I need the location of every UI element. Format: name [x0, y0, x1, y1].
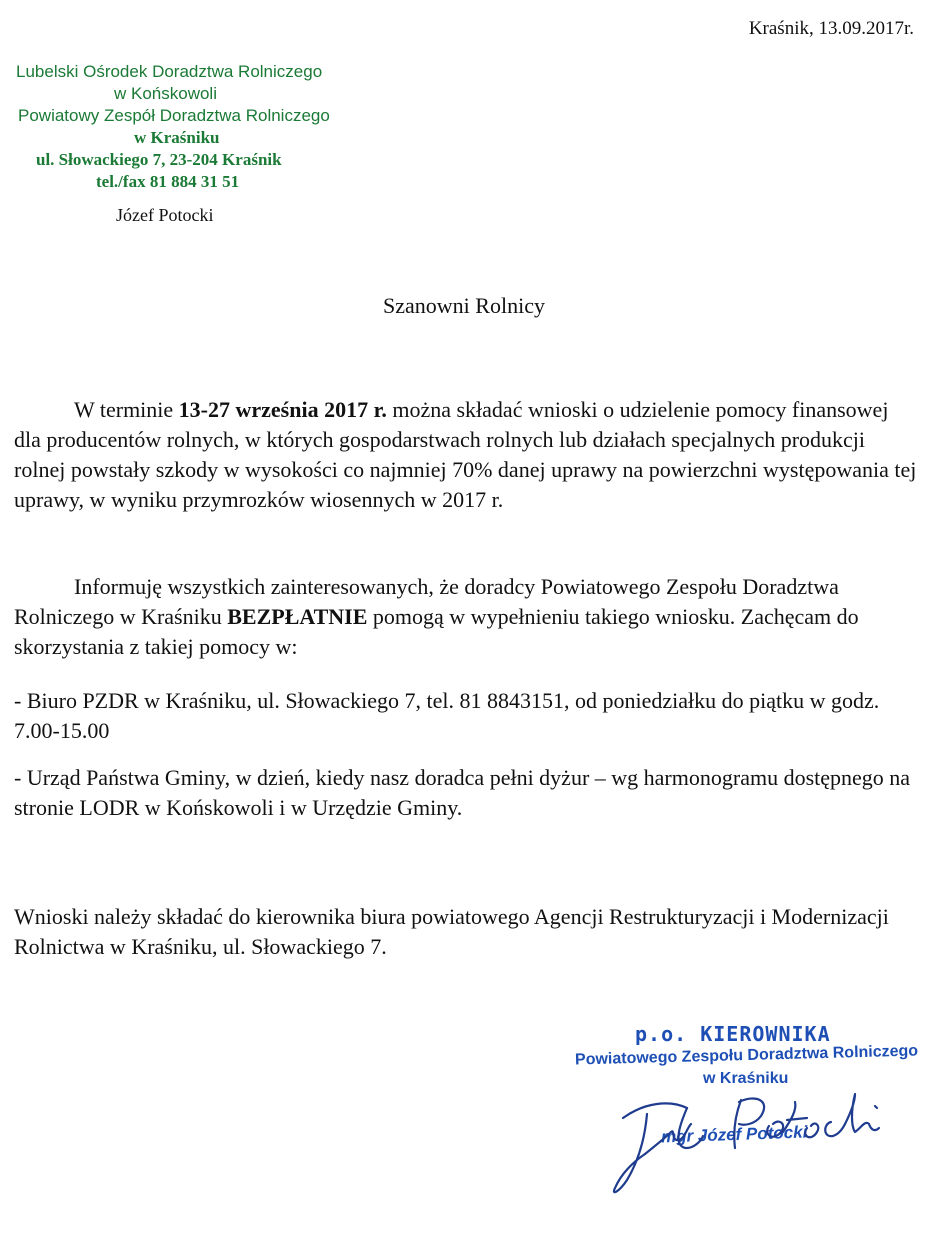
- list-item-office: [14, 686, 920, 746]
- p3-text: - Biuro PZDR w Kraśniku, ul. Słowackiego 7, tel. 81 8843151, od poniedziałku do piątku w godz. 7.00-15.00: [14, 688, 880, 743]
- signature-stamp-name: mgr Józef Potocki: [660, 1122, 808, 1147]
- list-item-municipality: [14, 763, 920, 823]
- p2-text-end: pomogą w wypełnieniu takiego wniosku. Zachęcam do skorzystania z takiej pomocy w:: [14, 604, 859, 659]
- p1-text-start: W terminie: [74, 397, 179, 422]
- paragraph-deadline: [14, 395, 920, 515]
- stamp-line-town: w Końskowoli: [114, 84, 217, 103]
- greeting: Szanowni Rolnicy: [383, 293, 545, 318]
- p1-bold-dates: 13-27 września 2017 r.: [178, 397, 387, 422]
- stamp-line-address: ul. Słowackiego 7, 23-204 Kraśnik: [36, 150, 282, 169]
- signature-stamp: [575, 1022, 920, 1202]
- handwritten-signature: [575, 1062, 920, 1202]
- signature-stamp-title: p.o. KIEROWNIKA: [635, 1022, 831, 1046]
- stamp-line-organization: Lubelski Ośrodek Doradztwa Rolniczego: [16, 62, 323, 81]
- p2-text-start: Informuję wszystkich zainteresowanych, że doradcy Powiatowego Zespołu Doradztwa Rolniczego w Kraśniku: [14, 574, 839, 629]
- stamp-line-team: Powiatowy Zespół Doradztwa Rolniczego: [18, 106, 330, 125]
- paragraph-submission: [14, 902, 920, 962]
- p4-text: - Urząd Państwa Gminy, w dzień, kiedy nasz doradca pełni dyżur – wg harmonogramu dostępnego na stronie LODR w Końskowoli i w Urzędzie Gminy.: [14, 765, 911, 820]
- p2-bold-free: BEZPŁATNIE: [227, 604, 368, 629]
- p5-text: Wnioski należy składać do kierownika biura powiatowego Agencji Restrukturyzacji i Modernizacji Rolnictwa w Kraśniku, ul. Słowackiego 7.: [14, 904, 889, 959]
- author-name: Józef Potocki: [116, 205, 214, 225]
- stamp-line-city: w Kraśniku: [134, 128, 220, 147]
- stamp-line-phone: tel./fax 81 884 31 51: [96, 172, 240, 191]
- office-stamp: [16, 60, 368, 192]
- p1-text-end: można składać wnioski o udzielenie pomocy finansowej dla producentów rolnych, w których gospodarstwach rolnych lub działach specjalnych produkcji rolnej powstały szkody w wysokości co najmniej 70% danej uprawy na powierzchni występowania tej uprawy, w wyniku przymrozków wiosennych w 2017 r.: [14, 397, 917, 512]
- letter-date: Kraśnik, 13.09.2017r.: [748, 18, 914, 39]
- signature-stamp-line2: w Kraśniku: [703, 1070, 789, 1087]
- paragraph-free-help: [14, 572, 920, 662]
- signature-stamp-line1: Powiatowego Zespołu Doradztwa Rolniczego: [574, 1042, 919, 1069]
